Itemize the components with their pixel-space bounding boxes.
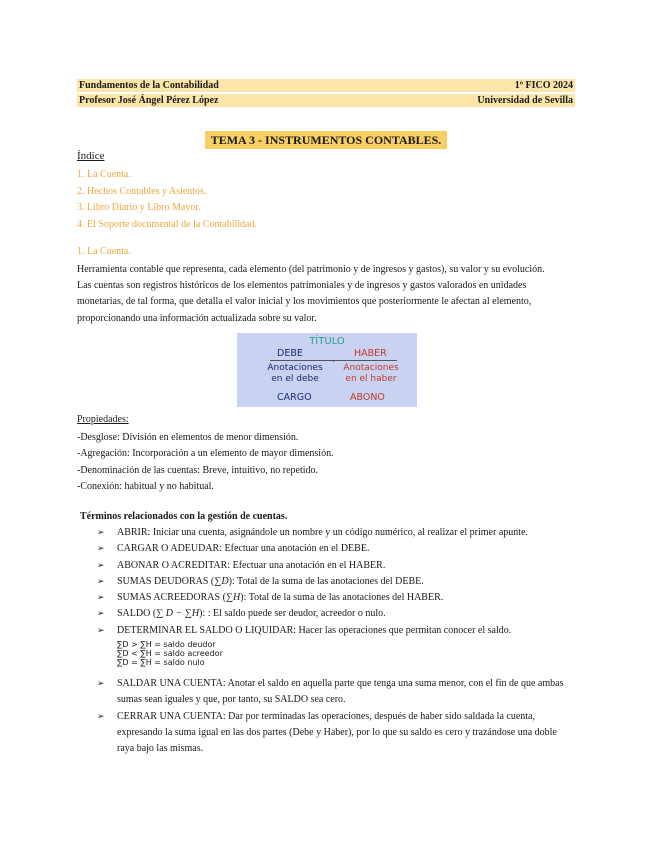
property-item: -Denominación de las cuentas: Breve, intuitivo, no repetido. [77,464,319,476]
term-text: SALDAR UNA CUENTA: Anotar el saldo en aquella parte que tenga una suma menor, con el fin de que ambas sumas sean iguales y que, por tanto, su SALDO sea cero. [117,678,564,706]
paragraph: Las cuentas son registros históricos de los elementos patrimoniales y de ingresos y gastos valorados en unidades monetarias, de tal forma, que detalla el valor inicial y los movimientos que posteriormente le afectan al elemento, proporcionando una información actualizada sobre su valor. [77,280,532,324]
term-text: SUMAS DEUDORAS ( [117,575,215,587]
index-heading: Índice [77,150,105,162]
term-text: DETERMINAR EL SALDO O LIQUIDAR: Hacer las operaciones que permitan conocer el saldo. [117,624,512,636]
course-name: Fundamentos de la Contabilidad [79,80,219,91]
term-text: SUMAS ACREEDORAS ( [117,592,226,604]
arrow-bullet-icon: ➢ [97,593,105,604]
term-item [97,709,575,758]
property-item: -Agregación: Incorporación a un elemento de mayor dimensión. [77,448,334,460]
page-title: TEMA 3 - INSTRUMENTOS CONTABLES. [205,131,448,149]
diagram-divider-tick [333,360,334,362]
section-heading: 1. La Cuenta. [77,246,131,257]
sum-debe-symbol: ∑D [214,575,229,587]
property-item: -Conexión: habitual y no habitual. [77,480,214,492]
diagram-haber: HABER [354,348,387,359]
term-text: ABRIR: Iniciar una cuenta, asignándole un nombre y un código numérico, al realizar el primer apunte. [117,527,528,538]
term-item [97,525,575,541]
arrow-bullet-icon: ➢ [97,711,105,722]
arrow-bullet-icon: ➢ [97,528,105,538]
term-item [97,558,575,574]
term-text: ABONAR O ACREDITAR: Efectuar una anotación en el HABER. [117,559,386,571]
saldo-formulas [117,639,575,672]
formula-deudor: ∑D > ∑H = saldo deudor [117,640,216,650]
diagram-abono: ABONO [350,392,385,403]
university-name: Universidad de Sevilla [477,95,573,106]
terms-heading: Términos relacionados con la gestión de cuentas. [80,511,288,522]
diagram-haber-note: Anotaciones en el haber [343,363,399,384]
term-text: SALDO ( [117,608,157,620]
term-item [97,623,575,639]
account-t-diagram [237,333,417,407]
title-wrapper [77,131,575,149]
index-item[interactable]: 3. Libro Diario y Libro Mayor. [77,202,201,213]
arrow-bullet-icon: ➢ [97,560,105,571]
diagram-debe-note: Anotaciones en el debe [267,363,323,384]
index-item[interactable]: 1. La Cuenta. [77,169,131,180]
header-row-1 [77,79,575,92]
paragraph: Herramienta contable que representa, cada elemento (del patrimonio y de ingresos y gastos), su valor y su evolución. [77,264,545,275]
term-item [97,574,575,590]
header-row-2 [77,94,575,107]
formula-nulo: ∑D = ∑H = saldo nulo [117,658,205,668]
arrow-bullet-icon: ➢ [97,625,105,636]
term-text: ): Total de la suma de las anotaciones del HABER. [240,592,444,604]
properties-heading: Propiedades: [77,414,129,425]
term-item [97,590,575,606]
index-item[interactable]: 2. Hechos Contables y Asientos. [77,185,207,197]
term-item [97,541,575,557]
course-year: 1º FICO 2024 [514,80,573,91]
index-item[interactable]: 4. El Soporte documental de la Contabilidad. [77,218,257,230]
professor-name: Profesor José Ángel Pérez López [79,95,219,106]
diagram-cargo: CARGO [277,392,312,403]
term-item [97,676,575,709]
terms-list [97,525,575,758]
property-item: -Desglose: División en elementos de menor dimensión. [77,432,299,443]
arrow-bullet-icon: ➢ [97,576,105,587]
diagram-debe: DEBE [277,348,303,359]
term-text: ): : El saldo puede ser deudor, acreedor o nulo. [199,608,386,620]
term-text: CERRAR UNA CUENTA: Dar por terminadas las operaciones, después de haber sido saldada la cuenta, expresando la suma igual en las dos partes (Debe y Haber), por lo que su saldo es cero y trazándose una doble raya bajo las mismas. [117,710,557,755]
term-text: ): Total de la suma de las anotaciones del DEBE. [228,575,424,587]
arrow-bullet-icon: ➢ [97,544,105,555]
term-item [97,606,575,622]
diagram-title: TÍTULO [309,336,345,347]
arrow-bullet-icon: ➢ [97,609,105,620]
term-text: CARGAR O ADEUDAR: Efectuar una anotación en el DEBE. [117,543,370,555]
index-list [77,167,257,233]
saldo-symbol: ∑ D − ∑H [156,608,200,620]
properties-list [77,430,334,495]
sum-haber-symbol: ∑H [225,592,241,604]
formula-acreedor: ∑D < ∑H = saldo acreedor [117,649,223,659]
arrow-bullet-icon: ➢ [97,679,105,690]
